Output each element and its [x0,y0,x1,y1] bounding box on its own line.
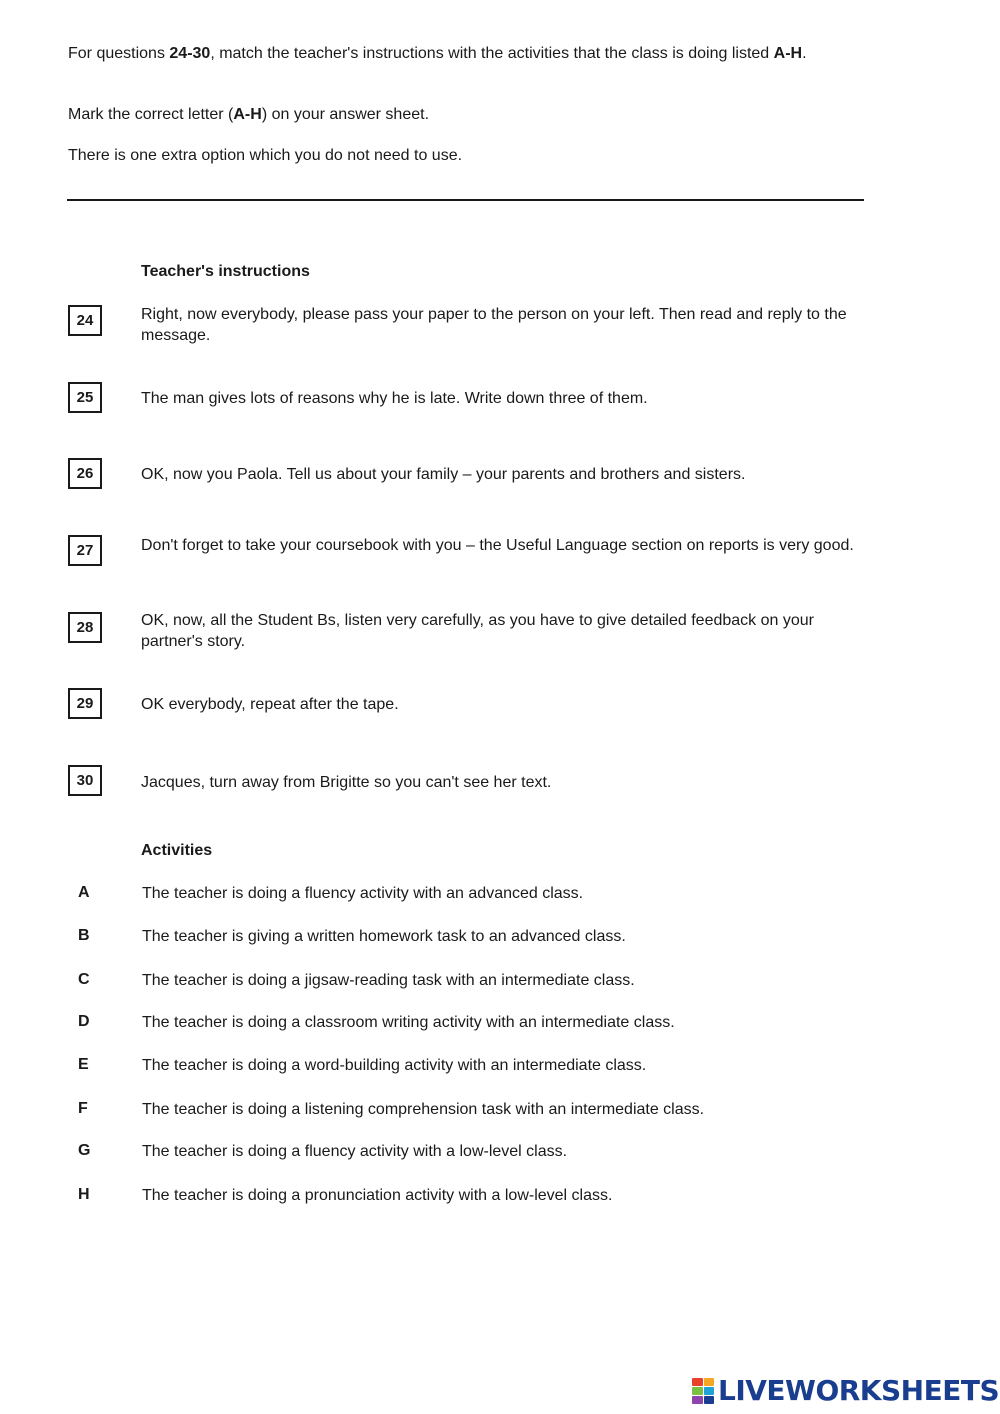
activity-text: The teacher is giving a written homework task to an advanced class. [142,928,626,945]
activity-text: The teacher is doing a word-building activity with an intermediate class. [142,1057,647,1074]
logo-tile [704,1387,715,1395]
activity-text: The teacher is doing a fluency activity with an advanced class. [142,885,584,902]
intro-q-prefix: For questions [68,45,170,62]
question-number-box[interactable]: 24 [68,305,102,336]
question-number-box[interactable]: 30 [68,765,102,796]
activity-text: The teacher is doing a pronunciation activity with a low-level class. [142,1187,613,1204]
logo-tile [704,1378,715,1386]
logo-tile [692,1396,703,1404]
activity-letter: C [78,971,90,988]
intro-q-range: 24-30 [169,45,211,62]
intro-mark-end: ) on your answer sheet. [261,106,430,123]
question-number-box[interactable]: 29 [68,688,102,719]
intro-q-middle: , match the teacher's instructions with the activities that the class is doing listed [210,45,774,62]
intro-q-letters: A-H [773,45,803,62]
instruction-text: Right, now everybody, please pass your paper to the person on your left. Then read and reply to the message. [141,306,847,344]
instruction-text: OK, now, all the Student Bs, listen very carefully, as you have to give detailed feedback on your partner's story. [141,612,814,650]
liveworksheets-logo[interactable] [692,1374,999,1407]
activity-letter: H [78,1186,90,1203]
activities-heading: Activities [141,842,213,859]
activity-letter: D [78,1013,90,1030]
instruction-text: Don't forget to take your coursebook with you – the Useful Language section on reports is very good. [141,537,854,554]
activity-letter: A [78,884,90,901]
question-number-box[interactable]: 25 [68,382,102,413]
intro-mark-letters: A-H [233,106,262,123]
intro-extra-text: There is one extra option which you do not need to use. [68,147,463,164]
logo-tile [692,1387,703,1395]
activity-text: The teacher is doing a classroom writing activity with an intermediate class. [142,1014,675,1031]
activity-letter: B [78,927,90,944]
liveworksheets-wordmark: LIVEWORKSHEETS [718,1374,1000,1407]
activity-text: The teacher is doing a jigsaw-reading task with an intermediate class. [142,972,635,989]
question-number-box[interactable]: 27 [68,535,102,566]
logo-tile [692,1378,703,1386]
instruction-text: OK, now you Paola. Tell us about your family – your parents and brothers and sisters. [141,466,746,483]
activity-text: The teacher is doing a listening comprehension task with an intermediate class. [142,1101,705,1118]
intro-q-end: . [802,45,807,62]
activity-letter: E [78,1056,89,1073]
intro-mark-text [68,104,864,125]
question-number-box[interactable]: 26 [68,458,102,489]
instructions-heading: Teacher's instructions [141,263,310,280]
section-divider [67,199,864,201]
intro-questions-text [68,43,864,64]
activity-text: The teacher is doing a fluency activity with a low-level class. [142,1143,568,1160]
activity-letter: F [78,1100,88,1117]
activity-letter: G [78,1142,91,1159]
instruction-text: OK everybody, repeat after the tape. [141,696,399,713]
liveworksheets-mark-icon [692,1378,714,1404]
instruction-text: Jacques, turn away from Brigitte so you can't see her text. [141,774,552,791]
logo-tile [704,1396,715,1404]
instruction-text: The man gives lots of reasons why he is late. Write down three of them. [141,390,648,407]
question-number-box[interactable]: 28 [68,612,102,643]
intro-mark-prefix: Mark the correct letter ( [68,106,234,123]
